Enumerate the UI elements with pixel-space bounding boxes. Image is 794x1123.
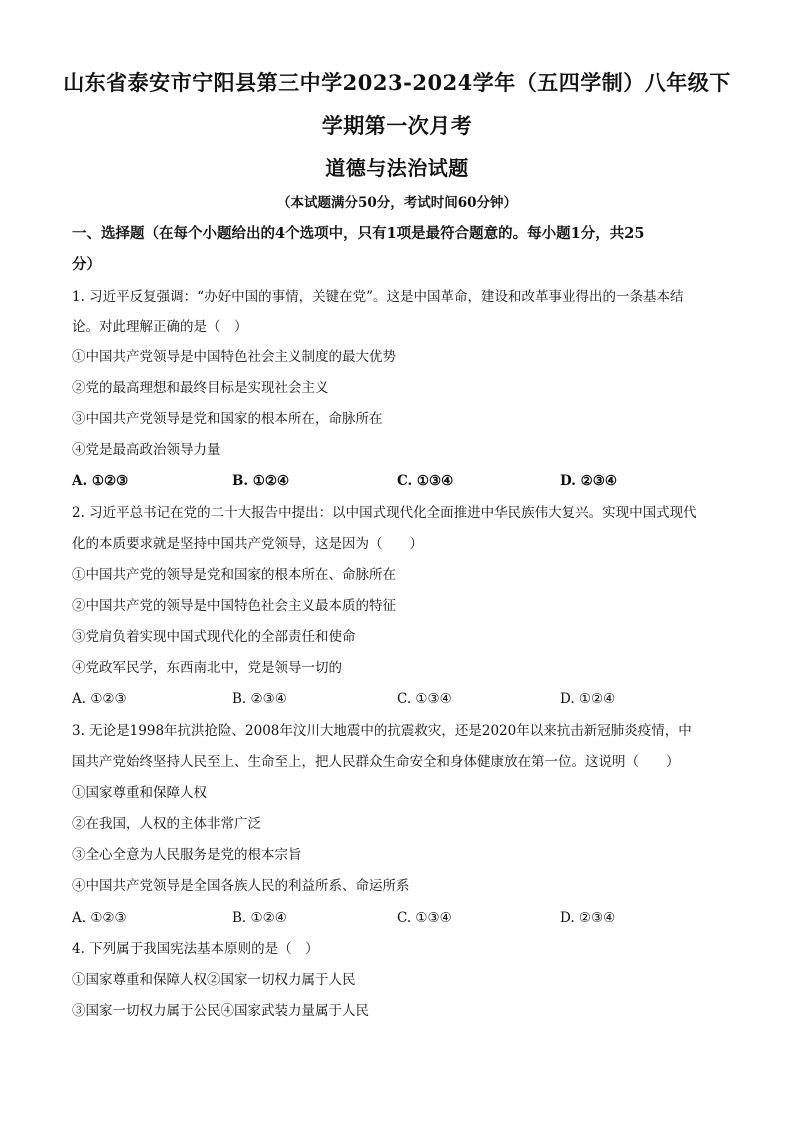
statement-line: ①中国共产党领导是中国特色社会主义制度的最大优势 — [72, 349, 396, 365]
statement-line: ①中国共产党的领导是党和国家的根本所在、命脉所在 — [72, 567, 396, 583]
subject-title: 道德与法治试题 — [325, 156, 469, 180]
option-d: D. ②③④ — [560, 910, 616, 926]
question-stem-line: 论。对此理解正确的是（ ） — [72, 319, 248, 335]
question-stem-line: 3. 无论是1998年抗洪抢险、2008年汶川大地震中的抗震救灾，还是2020年以来抗击新冠肺炎疫情，中 — [72, 723, 692, 739]
statement-line: ③中国共产党领导是党和国家的根本所在，命脉所在 — [72, 411, 383, 427]
option-c: C. ①③④ — [397, 691, 452, 707]
option-b: B. ①②④ — [232, 473, 290, 489]
question-stem-line: 2. 习近平总书记在党的二十大报告中提出：以中国式现代化全面推进中华民族伟大复兴。实现中国式现代 — [72, 505, 697, 521]
statement-line: ②在我国，人权的主体非常广泛 — [72, 816, 261, 832]
question-stem-line: 国共产党始终坚持人民至上、生命至上，把人民群众生命安全和身体健康放在第一位。这说明（ ） — [72, 754, 680, 770]
option-a: A. ①②③ — [72, 691, 127, 707]
option-c: C. ①③④ — [397, 910, 452, 926]
section-heading-line-1: 一、选择题（在每个小题给出的4个选项中，只有1项是最符合题意的。每小题1分，共25 — [72, 225, 645, 242]
exam-title-line-1: 山东省泰安市宁阳县第三中学2023-2024学年（五四学制）八年级下 — [63, 70, 731, 95]
option-c: C. ①③④ — [397, 473, 454, 489]
statement-line: ④党是最高政治领导力量 — [72, 442, 221, 458]
statement-line: ④中国共产党领导是全国各族人民的利益所系、命运所系 — [72, 878, 410, 894]
option-a: A. ①②③ — [72, 473, 129, 489]
question-stem-line: 1. 习近平反复强调：“办好中国的事情，关键在党”。这是中国革命，建设和改革事业得出的一条基本结 — [72, 289, 684, 305]
statement-line: ③国家一切权力属于公民④国家武装力量属于人民 — [72, 1003, 369, 1019]
statement-line: ①国家尊重和保障人权②国家一切权力属于人民 — [72, 972, 356, 988]
statement-line: ③全心全意为人民服务是党的根本宗旨 — [72, 847, 302, 863]
option-a: A. ①②③ — [72, 910, 127, 926]
exam-title-line-2: 学期第一次月考 — [321, 113, 473, 138]
statement-line: ②党的最高理想和最终目标是实现社会主义 — [72, 380, 329, 396]
option-d: D. ②③④ — [560, 473, 617, 489]
section-heading-line-2: 分） — [72, 256, 101, 273]
option-b: B. ①②④ — [232, 910, 287, 926]
exam-note: （本试题满分50分，考试时间60分钟） — [276, 195, 518, 211]
statement-line: ②中国共产党的领导是中国特色社会主义最本质的特征 — [72, 598, 396, 614]
statement-line: ④党政军民学，东西南北中，党是领导一切的 — [72, 660, 342, 676]
question-stem-line: 化的本质要求就是坚持中国共产党领导，这是因为（ ） — [72, 536, 423, 552]
statement-line: ①国家尊重和保障人权 — [72, 785, 207, 801]
question-stem-line: 4. 下列属于我国宪法基本原则的是（ ） — [72, 941, 319, 957]
statement-line: ③党肩负着实现中国式现代化的全部责任和使命 — [72, 629, 356, 645]
option-d: D. ①②④ — [560, 691, 616, 707]
option-b: B. ②③④ — [232, 691, 287, 707]
